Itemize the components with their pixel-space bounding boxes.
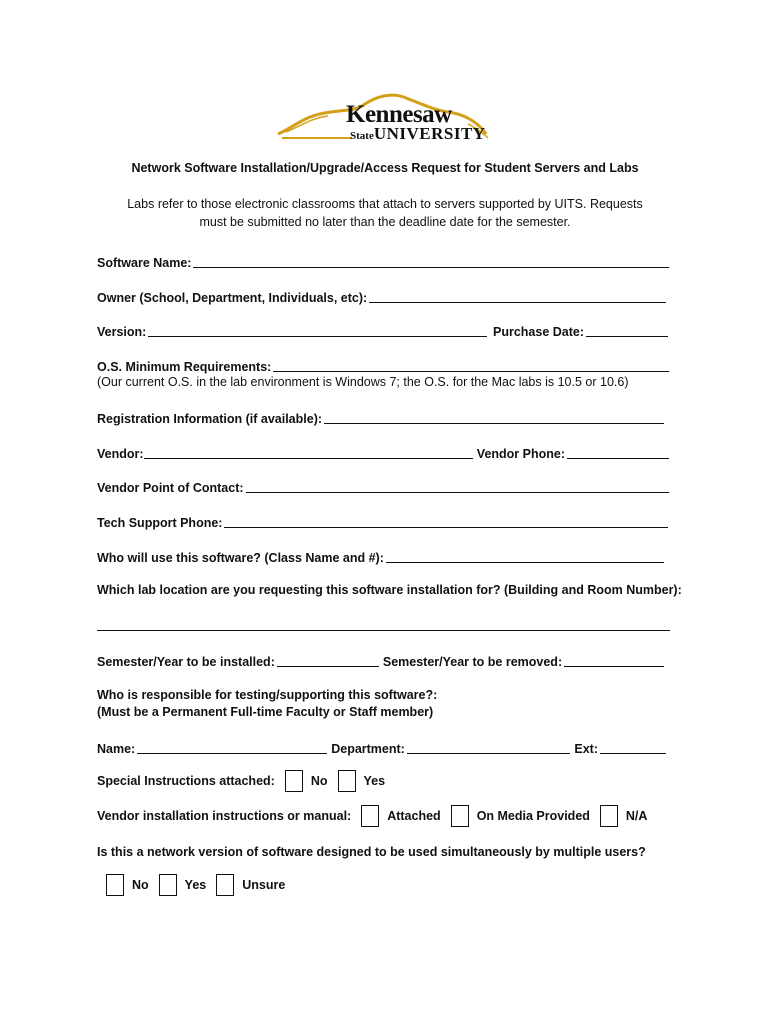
vendor-install-label: Vendor installation instructions or manual: [97, 809, 352, 823]
logo-state: State [350, 130, 374, 142]
vendor-label: Vendor: [97, 447, 144, 461]
network-unsure-label: Unsure [242, 878, 286, 892]
vendor-phone-label: Vendor Phone: [476, 447, 565, 461]
semester-installed-field[interactable] [277, 654, 379, 667]
who-uses-field[interactable] [386, 550, 664, 563]
na-checkbox[interactable] [600, 805, 618, 827]
version-label: Version: [97, 325, 147, 339]
who-uses-label: Who will use this software? (Class Name and #): [97, 551, 384, 565]
special-yes-checkbox[interactable] [338, 770, 356, 792]
registration-field[interactable] [324, 411, 664, 424]
special-no-checkbox[interactable] [285, 770, 303, 792]
form-title: Network Software Installation/Upgrade/Access Request for Student Servers and Labs [131, 161, 639, 175]
ext-label: Ext: [574, 742, 598, 756]
vendor-field[interactable] [144, 446, 473, 459]
name-field[interactable] [137, 741, 327, 754]
owner-row [97, 287, 668, 305]
logo-university: UNIVERSITY [373, 124, 486, 143]
semester-installed-label: Semester/Year to be installed: [97, 655, 275, 669]
tech-support-label: Tech Support Phone: [97, 516, 223, 530]
os-note: (Our current O.S. in the lab environment is Windows 7; the O.S. for the Mac labs is 10.5 or 10.6) [97, 375, 629, 389]
on-media-checkbox[interactable] [451, 805, 469, 827]
vendor-row [97, 443, 671, 461]
vendor-phone-field[interactable] [567, 446, 669, 459]
owner-field[interactable] [369, 290, 666, 303]
network-yes-checkbox[interactable] [159, 874, 177, 896]
network-version-question: Is this a network version of software designed to be used simultaneously by multiple users? [97, 845, 646, 859]
contact-row [97, 738, 668, 756]
ext-field[interactable] [600, 741, 666, 754]
version-field[interactable] [148, 324, 487, 337]
tech-support-field[interactable] [224, 515, 668, 528]
os-min-row [97, 356, 671, 374]
name-label: Name: [97, 742, 136, 756]
network-no-label: No [132, 878, 149, 892]
purchase-date-field[interactable] [586, 324, 668, 337]
who-uses-row [97, 547, 666, 565]
semester-removed-label: Semester/Year to be removed: [382, 655, 563, 669]
tech-support-row [97, 512, 670, 530]
software-name-field[interactable] [193, 255, 669, 268]
owner-label: Owner (School, Department, Individuals, etc): [97, 291, 368, 305]
network-version-row [106, 872, 285, 898]
version-row [97, 321, 670, 339]
department-label: Department: [331, 742, 405, 756]
network-unsure-checkbox[interactable] [216, 874, 234, 896]
network-no-checkbox[interactable] [106, 874, 124, 896]
vendor-contact-label: Vendor Point of Contact: [97, 481, 244, 495]
special-instructions-row [97, 768, 385, 794]
network-yes-label: Yes [184, 878, 207, 892]
intro-text [0, 195, 770, 231]
responsible-question: Who is responsible for testing/supporting this software?: [97, 688, 438, 702]
attached-checkbox[interactable] [361, 805, 379, 827]
special-yes-label: Yes [363, 774, 386, 788]
semester-removed-field[interactable] [564, 654, 664, 667]
special-instructions-label: Special Instructions attached: [97, 774, 275, 788]
software-name-row [97, 252, 671, 270]
na-label: N/A [625, 809, 648, 823]
lab-location-field[interactable] [97, 630, 670, 631]
special-no-label: No [310, 774, 328, 788]
software-name-label: Software Name: [97, 256, 192, 270]
on-media-label: On Media Provided [476, 809, 590, 823]
vendor-contact-row [97, 477, 671, 495]
responsible-note: (Must be a Permanent Full-time Faculty or Staff member) [97, 705, 434, 719]
registration-label: Registration Information (if available): [97, 412, 323, 426]
os-min-field[interactable] [273, 359, 669, 372]
department-field[interactable] [407, 741, 571, 754]
vendor-install-row [97, 803, 647, 829]
vendor-contact-field[interactable] [246, 480, 669, 493]
lab-location-label: Which lab location are you requesting this software installation for? (Building and Room Number): [97, 583, 682, 597]
attached-label: Attached [387, 809, 441, 823]
registration-row [97, 408, 666, 426]
os-min-label: O.S. Minimum Requirements: [97, 360, 272, 374]
intro-line-2: must be submitted no later than the deadline date for the semester. [199, 215, 571, 229]
intro-line-1: Labs refer to those electronic classrooms that attach to servers supported by UITS. Requests [127, 197, 643, 211]
logo-line2 [350, 124, 486, 144]
purchase-date-label: Purchase Date: [492, 325, 584, 339]
semester-row [97, 651, 666, 669]
logo-line1: Kennesaw [346, 101, 452, 128]
